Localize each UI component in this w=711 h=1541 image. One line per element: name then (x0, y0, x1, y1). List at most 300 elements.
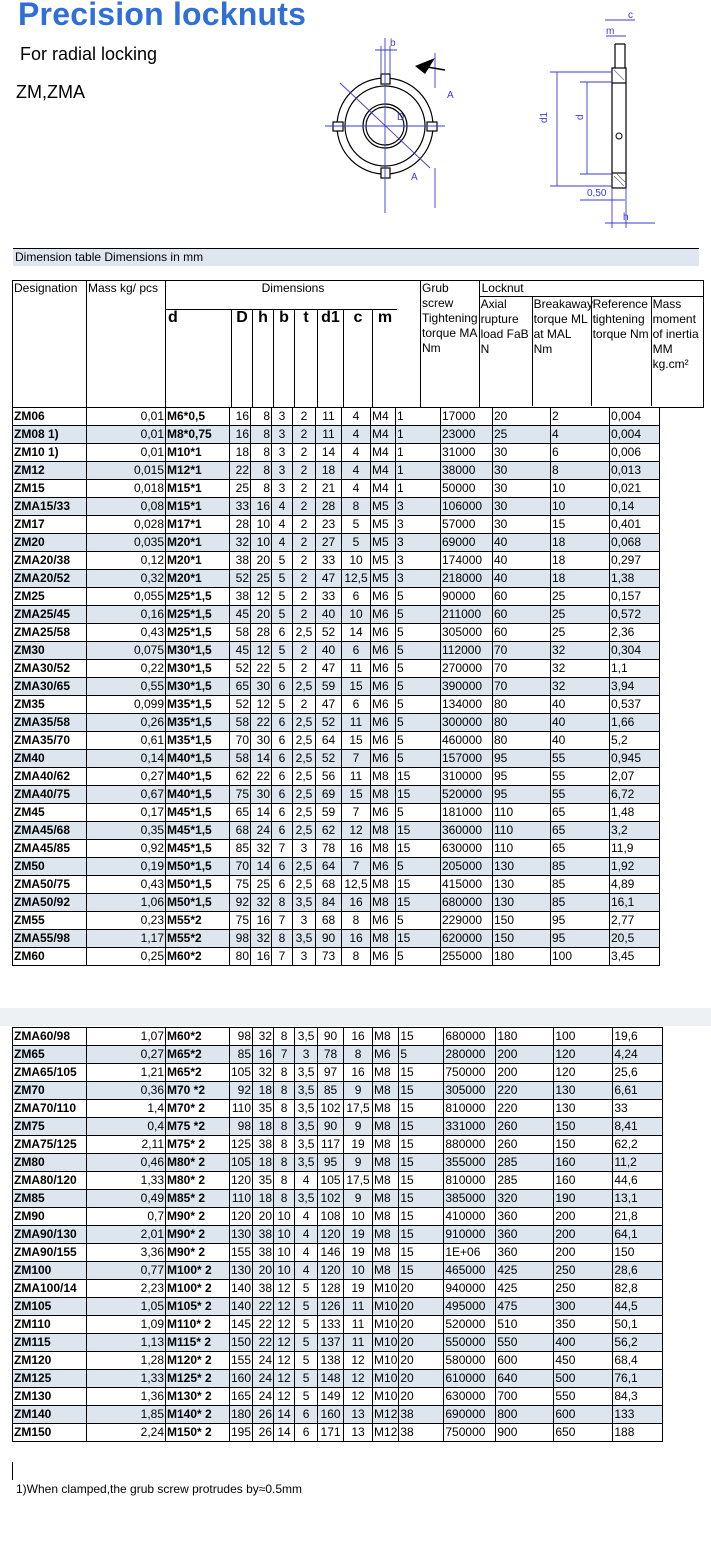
cell-thread-d: M60*2 (166, 948, 230, 966)
cell-mass-moment: 0,304 (610, 642, 660, 660)
cell-m: M4 (371, 480, 396, 498)
cell-mass: 0,26 (87, 714, 166, 732)
cell-reference-torque: 10 (551, 498, 610, 516)
cell-breakaway-torque: 220 (496, 1082, 554, 1100)
cell-outer-D: 105 (230, 1154, 253, 1172)
table-row (13, 1226, 663, 1244)
table-row (13, 1046, 663, 1064)
cell-c: 14 (342, 624, 371, 642)
cell-height-h: 25 (251, 876, 272, 894)
table-row (13, 480, 660, 498)
cell-mass-moment: 0,572 (610, 606, 660, 624)
cell-m: M10 (373, 1370, 399, 1388)
cell-axial-load: 620000 (441, 930, 493, 948)
cell-thread-d: M60*2 (166, 1028, 230, 1046)
cell-c: 17,5 (344, 1100, 373, 1118)
divider (12, 1462, 13, 1480)
table-row (13, 606, 660, 624)
cell-grub-torque: 20 (399, 1334, 444, 1352)
cell-d1: 21 (316, 480, 342, 498)
table-row (13, 1334, 663, 1352)
cell-designation: ZM55 (13, 912, 87, 930)
cell-mass-moment: 0,14 (610, 498, 660, 516)
cell-m: M8 (373, 1190, 399, 1208)
cell-d1: 52 (316, 750, 342, 768)
cell-breakaway-torque: 25 (493, 426, 551, 444)
cell-mass-moment: 0,537 (610, 696, 660, 714)
cell-axial-load: 310000 (441, 768, 493, 786)
cell-axial-load: 610000 (444, 1370, 496, 1388)
cell-thread-d: M100* 2 (166, 1262, 230, 1280)
cell-mass-moment: 44,6 (613, 1172, 663, 1190)
cell-c: 12 (342, 822, 371, 840)
cell-mass-moment: 0,401 (610, 516, 660, 534)
cell-thread-d: M25*1,5 (166, 588, 230, 606)
cell-thread-d: M45*1,5 (166, 822, 230, 840)
label-c: c (628, 10, 633, 21)
cell-outer-D: 150 (230, 1334, 253, 1352)
cell-mass: 0,01 (87, 426, 166, 444)
cell-breakaway-torque: 260 (496, 1136, 554, 1154)
cell-thread-d: M40*1,5 (166, 768, 230, 786)
cell-mass-moment: 1,48 (610, 804, 660, 822)
cell-axial-load: 57000 (441, 516, 493, 534)
cell-breakaway-torque: 800 (496, 1406, 554, 1424)
cell-designation: ZMA50/75 (13, 876, 87, 894)
cell-axial-load: 181000 (441, 804, 493, 822)
cell-breakaway-torque: 70 (493, 660, 551, 678)
cell-depth-t: 5 (295, 1352, 318, 1370)
table-row (13, 1388, 663, 1406)
cell-thread-d: M150* 2 (166, 1424, 230, 1442)
cell-m: M6 (371, 678, 396, 696)
cell-mass-moment: 84,3 (613, 1388, 663, 1406)
cell-axial-load: 690000 (444, 1406, 496, 1424)
cell-axial-load: 218000 (441, 570, 493, 588)
cell-axial-load: 810000 (444, 1172, 496, 1190)
cell-reference-torque: 65 (551, 804, 610, 822)
cell-breakaway-torque: 150 (493, 912, 551, 930)
cell-axial-load: 520000 (444, 1316, 496, 1334)
cell-axial-load: 385000 (444, 1190, 496, 1208)
cell-grub-torque: 15 (399, 1154, 444, 1172)
table-row (13, 498, 660, 516)
cell-mass: 0,43 (87, 876, 166, 894)
cell-breakaway-torque: 220 (496, 1100, 554, 1118)
cell-grub-torque: 15 (396, 786, 441, 804)
cell-height-h: 22 (251, 768, 272, 786)
cell-slot-b: 5 (272, 642, 293, 660)
header-reference: Reference tightening torque Nm (592, 296, 652, 406)
cell-outer-D: 52 (230, 570, 251, 588)
cell-reference-torque: 2 (551, 408, 610, 426)
cell-mass-moment: 4,89 (610, 876, 660, 894)
cell-designation: ZMA50/92 (13, 894, 87, 912)
table-row (13, 930, 660, 948)
cell-reference-torque: 18 (551, 534, 610, 552)
cell-height-h: 10 (251, 516, 272, 534)
cell-depth-t: 4 (295, 1208, 318, 1226)
cell-outer-D: 38 (230, 552, 251, 570)
table-row (13, 822, 660, 840)
cell-axial-load: 17000 (441, 408, 493, 426)
cell-m: M12 (373, 1406, 399, 1424)
cell-grub-torque: 15 (399, 1064, 444, 1082)
cell-height-h: 28 (251, 624, 272, 642)
cell-breakaway-torque: 425 (496, 1280, 554, 1298)
cell-mass-moment: 2,07 (610, 768, 660, 786)
cell-thread-d: M70* 2 (166, 1100, 230, 1118)
cell-mass: 1,06 (87, 894, 166, 912)
footnote: 1)When clamped,the grub screw protrudes by≈0.5mm (16, 1482, 303, 1496)
cell-breakaway-torque: 70 (493, 642, 551, 660)
cell-slot-b: 10 (274, 1262, 295, 1280)
cell-designation: ZMA70/110 (13, 1100, 87, 1118)
cell-mass-moment: 0,021 (610, 480, 660, 498)
cell-thread-d: M17*1 (166, 516, 230, 534)
table-row (13, 426, 660, 444)
cell-thread-d: M30*1,5 (166, 642, 230, 660)
cell-axial-load: 174000 (441, 552, 493, 570)
cell-d1: 126 (318, 1298, 344, 1316)
cell-depth-t: 5 (295, 1316, 318, 1334)
table-row (13, 444, 660, 462)
cell-depth-t: 2 (293, 462, 316, 480)
cell-m: M8 (373, 1244, 399, 1262)
cell-mass: 0,01 (87, 444, 166, 462)
cell-reference-torque: 160 (554, 1154, 613, 1172)
cell-designation: ZM40 (13, 750, 87, 768)
cell-designation: ZMA30/65 (13, 678, 87, 696)
table-row (13, 1136, 663, 1154)
cell-outer-D: 92 (230, 894, 251, 912)
cell-m: M10 (373, 1352, 399, 1370)
cell-mass: 0,16 (87, 606, 166, 624)
cell-thread-d: M45*1,5 (166, 840, 230, 858)
cell-m: M8 (373, 1154, 399, 1172)
table-row (13, 840, 660, 858)
cell-axial-load: 630000 (444, 1388, 496, 1406)
cell-designation: ZM10 1) (13, 444, 87, 462)
cell-axial-load: 355000 (444, 1154, 496, 1172)
header-b: b (274, 309, 295, 407)
cell-reference-torque: 65 (551, 822, 610, 840)
cell-depth-t: 2 (293, 480, 316, 498)
cell-reference-torque: 15 (551, 516, 610, 534)
cell-depth-t: 2 (293, 570, 316, 588)
cell-thread-d: M140* 2 (166, 1406, 230, 1424)
cell-designation: ZM15 (13, 480, 87, 498)
cell-designation: ZM85 (13, 1190, 87, 1208)
cell-grub-torque: 3 (396, 498, 441, 516)
cell-height-h: 14 (251, 804, 272, 822)
cell-mass-moment: 44,5 (613, 1298, 663, 1316)
cell-breakaway-torque: 40 (493, 570, 551, 588)
header-locknut: Locknut Axial rupture load FaB N Breakaway torque ML at MAL Nm Reference tightening torque Nm Mass moment of inertia MM kg.cm² (479, 281, 703, 408)
cell-designation: ZMA40/62 (13, 768, 87, 786)
cell-outer-D: 155 (230, 1352, 253, 1370)
cell-thread-d: M125* 2 (166, 1370, 230, 1388)
cell-m: M6 (371, 696, 396, 714)
cell-axial-load: 270000 (441, 660, 493, 678)
cell-axial-load: 23000 (441, 426, 493, 444)
cell-reference-torque: 65 (551, 840, 610, 858)
cell-reference-torque: 300 (554, 1298, 613, 1316)
cell-designation: ZM50 (13, 858, 87, 876)
cell-mass: 1,13 (87, 1334, 166, 1352)
cell-depth-t: 2 (293, 660, 316, 678)
cell-depth-t: 2,5 (293, 768, 316, 786)
cell-slot-b: 8 (272, 930, 293, 948)
cell-d1: 69 (316, 786, 342, 804)
cell-reference-torque: 150 (554, 1118, 613, 1136)
cell-mass: 0,17 (87, 804, 166, 822)
header-m: m (373, 309, 397, 407)
cell-m: M8 (373, 1262, 399, 1280)
cell-reference-torque: 130 (554, 1082, 613, 1100)
cell-mass: 1,09 (87, 1316, 166, 1334)
cell-slot-b: 6 (272, 822, 293, 840)
cell-height-h: 38 (253, 1244, 274, 1262)
cell-height-h: 14 (251, 858, 272, 876)
cell-grub-torque: 15 (399, 1262, 444, 1280)
cell-breakaway-torque: 60 (493, 606, 551, 624)
series-label: ZM,ZMA (16, 82, 85, 102)
cell-mass: 0,61 (87, 732, 166, 750)
cell-slot-b: 6 (272, 876, 293, 894)
cell-slot-b: 5 (272, 660, 293, 678)
cell-mass-moment: 0,004 (610, 408, 660, 426)
cell-designation: ZM115 (13, 1334, 87, 1352)
cell-reference-torque: 100 (551, 948, 610, 966)
cell-depth-t: 3,5 (295, 1064, 318, 1082)
cell-slot-b: 12 (274, 1316, 295, 1334)
cell-reference-torque: 350 (554, 1316, 613, 1334)
cell-mass-moment: 62,2 (613, 1136, 663, 1154)
cell-reference-torque: 40 (551, 696, 610, 714)
cell-thread-d: M130* 2 (166, 1388, 230, 1406)
cell-thread-d: M120* 2 (166, 1352, 230, 1370)
cell-mass-moment: 5,2 (610, 732, 660, 750)
cell-depth-t: 2,5 (293, 624, 316, 642)
cell-designation: ZMA25/45 (13, 606, 87, 624)
cell-breakaway-torque: 510 (496, 1316, 554, 1334)
cell-reference-torque: 55 (551, 750, 610, 768)
cell-c: 12 (344, 1352, 373, 1370)
cell-designation: ZMA30/52 (13, 660, 87, 678)
cell-depth-t: 2 (293, 408, 316, 426)
cell-depth-t: 2,5 (293, 876, 316, 894)
table-row (13, 624, 660, 642)
cell-breakaway-torque: 40 (493, 534, 551, 552)
cell-height-h: 22 (253, 1298, 274, 1316)
cell-c: 5 (342, 516, 371, 534)
cell-d1: 120 (318, 1226, 344, 1244)
cell-c: 11 (342, 768, 371, 786)
cell-height-h: 30 (251, 786, 272, 804)
table-row (13, 1208, 663, 1226)
cell-d1: 78 (316, 840, 342, 858)
cell-m: M8 (373, 1064, 399, 1082)
cell-thread-d: M20*1 (166, 534, 230, 552)
cell-designation: ZMA20/38 (13, 552, 87, 570)
table-row (13, 894, 660, 912)
cell-c: 9 (344, 1082, 373, 1100)
cell-thread-d: M50*1,5 (166, 858, 230, 876)
cell-m: M8 (371, 876, 396, 894)
cell-designation: ZMA55/98 (13, 930, 87, 948)
cell-c: 15 (342, 786, 371, 804)
cell-breakaway-torque: 80 (493, 696, 551, 714)
cell-slot-b: 6 (272, 786, 293, 804)
cell-designation: ZM45 (13, 804, 87, 822)
cell-axial-load: 580000 (444, 1352, 496, 1370)
cell-mass-moment: 21,8 (613, 1208, 663, 1226)
cell-c: 11 (344, 1316, 373, 1334)
cell-m: M8 (373, 1100, 399, 1118)
cell-height-h: 38 (253, 1280, 274, 1298)
cell-thread-d: M40*1,5 (166, 786, 230, 804)
cell-d1: 33 (316, 588, 342, 606)
cell-d1: 68 (316, 912, 342, 930)
table-row (13, 1082, 663, 1100)
cell-grub-torque: 5 (396, 624, 441, 642)
cell-mass: 0,075 (87, 642, 166, 660)
cell-c: 10 (342, 606, 371, 624)
cell-outer-D: 85 (230, 1046, 253, 1064)
cell-mass: 1,07 (87, 1028, 166, 1046)
cell-designation: ZMA45/85 (13, 840, 87, 858)
cell-mass: 0,08 (87, 498, 166, 516)
cell-d1: 14 (316, 444, 342, 462)
cell-c: 7 (342, 858, 371, 876)
cell-mass: 0,43 (87, 624, 166, 642)
table-row (13, 408, 660, 426)
cell-breakaway-torque: 475 (496, 1298, 554, 1316)
table-row (13, 1262, 663, 1280)
cell-thread-d: M35*1,5 (166, 732, 230, 750)
table-row (13, 696, 660, 714)
cell-breakaway-torque: 80 (493, 732, 551, 750)
cell-mass: 0,46 (87, 1154, 166, 1172)
cell-depth-t: 2,5 (293, 750, 316, 768)
cell-thread-d: M10*1 (166, 444, 230, 462)
cell-depth-t: 3,5 (295, 1082, 318, 1100)
cell-mass-moment: 3,94 (610, 678, 660, 696)
cell-slot-b: 8 (274, 1028, 295, 1046)
cell-c: 19 (344, 1244, 373, 1262)
cell-slot-b: 6 (272, 858, 293, 876)
cell-d1: 108 (318, 1208, 344, 1226)
cell-height-h: 22 (253, 1334, 274, 1352)
cell-height-h: 8 (251, 444, 272, 462)
cell-axial-load: 90000 (441, 588, 493, 606)
cell-reference-torque: 40 (551, 714, 610, 732)
cell-height-h: 30 (251, 732, 272, 750)
cell-c: 4 (342, 444, 371, 462)
cell-height-h: 12 (251, 588, 272, 606)
table-row (13, 948, 660, 966)
cell-grub-torque: 1 (396, 480, 441, 498)
cell-depth-t: 3 (295, 1046, 318, 1064)
cell-slot-b: 6 (272, 732, 293, 750)
cell-depth-t: 3,5 (293, 894, 316, 912)
cell-reference-torque: 130 (554, 1100, 613, 1118)
cell-reference-torque: 25 (551, 606, 610, 624)
page-title: Precision locknuts (18, 0, 307, 32)
cell-thread-d: M12*1 (166, 462, 230, 480)
cell-mass: 0,77 (87, 1262, 166, 1280)
cell-m: M5 (371, 552, 396, 570)
cell-depth-t: 2 (293, 498, 316, 516)
cell-reference-torque: 40 (551, 732, 610, 750)
cell-reference-torque: 18 (551, 552, 610, 570)
cell-m: M8 (371, 930, 396, 948)
cell-mass-moment: 16,1 (610, 894, 660, 912)
table-row (13, 804, 660, 822)
cell-c: 16 (344, 1064, 373, 1082)
cell-height-h: 8 (251, 462, 272, 480)
cell-d1: 78 (318, 1046, 344, 1064)
cell-depth-t: 3 (293, 912, 316, 930)
cell-reference-torque: 400 (554, 1334, 613, 1352)
cell-breakaway-torque: 700 (496, 1388, 554, 1406)
cell-depth-t: 5 (295, 1388, 318, 1406)
cell-m: M10 (373, 1388, 399, 1406)
cell-designation: ZMA15/33 (13, 498, 87, 516)
cell-c: 4 (342, 408, 371, 426)
cell-breakaway-torque: 60 (493, 624, 551, 642)
cell-breakaway-torque: 30 (493, 462, 551, 480)
cell-thread-d: M90* 2 (166, 1244, 230, 1262)
cell-thread-d: M20*1 (166, 552, 230, 570)
cell-designation: ZM100 (13, 1262, 87, 1280)
cell-m: M12 (373, 1424, 399, 1442)
cell-d1: 23 (316, 516, 342, 534)
dimension-table-page2 (12, 1027, 663, 1442)
cell-height-h: 32 (251, 840, 272, 858)
cell-d1: 68 (316, 876, 342, 894)
table-row (13, 1370, 663, 1388)
cell-outer-D: 58 (230, 624, 251, 642)
cell-m: M10 (373, 1334, 399, 1352)
cell-c: 6 (342, 642, 371, 660)
cell-thread-d: M15*1 (166, 498, 230, 516)
cell-depth-t: 4 (295, 1226, 318, 1244)
cell-grub-torque: 5 (396, 606, 441, 624)
cell-grub-torque: 20 (399, 1352, 444, 1370)
cell-designation: ZMA45/68 (13, 822, 87, 840)
cell-slot-b: 8 (274, 1136, 295, 1154)
table-row (13, 1280, 663, 1298)
cell-mass-moment: 0,006 (610, 444, 660, 462)
cell-mass-moment: 1,1 (610, 660, 660, 678)
cell-axial-load: 415000 (441, 876, 493, 894)
cell-axial-load: 940000 (444, 1280, 496, 1298)
cell-grub-torque: 1 (396, 426, 441, 444)
cell-height-h: 26 (253, 1424, 274, 1442)
cell-thread-d: M75 *2 (166, 1118, 230, 1136)
cell-grub-torque: 3 (396, 534, 441, 552)
cell-height-h: 22 (251, 714, 272, 732)
cell-depth-t: 2,5 (293, 786, 316, 804)
cell-thread-d: M25*1,5 (166, 606, 230, 624)
cell-designation: ZM35 (13, 696, 87, 714)
cell-grub-torque: 5 (396, 912, 441, 930)
cell-breakaway-torque: 180 (496, 1028, 554, 1046)
cell-m: M8 (373, 1028, 399, 1046)
cell-slot-b: 12 (274, 1352, 295, 1370)
